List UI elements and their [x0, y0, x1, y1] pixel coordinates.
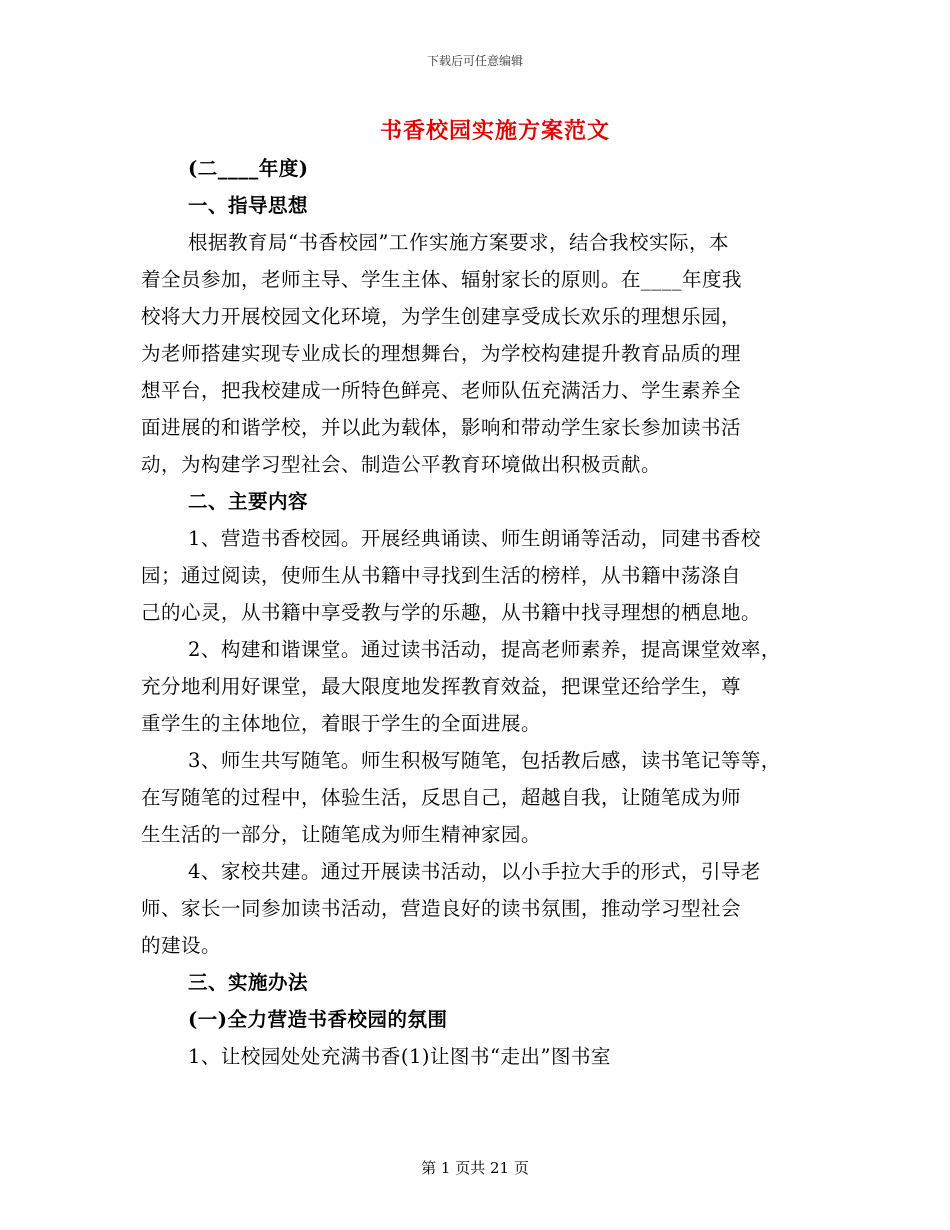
paragraph-line: 师、家长一同参加读书活动，营造良好的读书氛围，推动学习型社会: [141, 897, 742, 920]
paragraph-line: 充分地利用好课堂，最大限度地发挥教育效益，把课堂还给学生，尊: [141, 675, 742, 698]
paragraph-line: 2、构建和谐课堂。通过读书活动，提高老师素养，提高课堂效率，: [188, 638, 781, 661]
paragraph-line: 想平台，把我校建成一所特色鲜亮、老师队伍充满活力、学生素养全: [141, 379, 742, 402]
section-heading: (一)全力营造书香校园的氛围: [188, 1008, 448, 1031]
paragraph-line: 4、家校共建。通过开展读书活动，以小手拉大手的形式，引导老: [188, 860, 761, 883]
paragraph-line: 面进展的和谐学校，并以此为载体，影响和带动学生家长参加读书活: [141, 416, 742, 439]
paragraph-line: 己的心灵，从书籍中享受教与学的乐趣，从书籍中找寻理想的栖息地。: [141, 601, 762, 624]
paragraph-line: 3、师生共写随笔。师生积极写随笔，包括教后感，读书笔记等等，: [188, 749, 781, 772]
paragraph-line: 根据教育局“书香校园”工作实施方案要求，结合我校实际，本: [188, 231, 729, 254]
paragraph-line: 园；通过阅读，使师生从书籍中寻找到生活的榜样，从书籍中荡涤自: [141, 564, 742, 587]
paragraph-line: 为老师搭建实现专业成长的理想舞台，为学校构建提升教育品质的理: [141, 342, 742, 365]
page-footer: 第 1 页共 21 页: [421, 1159, 529, 1177]
paragraph-line: 重学生的主体地位，着眼于学生的全面进展。: [141, 712, 542, 735]
paragraph-line: 1、营造书香校园。开展经典诵读、师生朗诵等活动，同建书香校: [188, 527, 761, 550]
page-header: 下载后可任意编辑: [426, 54, 523, 68]
paragraph-line: 着全员参加，老师主导、学生主体、辐射家长的原则。在____年度我: [141, 268, 743, 291]
section-heading: (二____年度): [188, 157, 309, 180]
document-title: 书香校园实施方案范文: [379, 118, 610, 144]
paragraph-line: 1、让校园处处充满书香(1)让图书“走出”图书室: [188, 1045, 611, 1068]
document-body: [141, 150, 821, 1075]
paragraph-line: 在写随笔的过程中，体验生活，反思自己，超越自我，让随笔成为师: [141, 786, 742, 809]
paragraph-line: 校将大力开展校园文化环境，为学生创建享受成长欢乐的理想乐园，: [141, 305, 742, 328]
section-heading: 二、主要内容: [188, 490, 309, 513]
section-heading: 三、实施办法: [188, 971, 309, 994]
paragraph-line: 生生活的一部分，让随笔成为师生精神家园。: [141, 823, 542, 846]
paragraph-line: 动，为构建学习型社会、制造公平教育环境做出积极贡献。: [141, 453, 662, 476]
section-heading: 一、指导思想: [188, 194, 309, 217]
paragraph-line: 的建设。: [141, 934, 222, 957]
